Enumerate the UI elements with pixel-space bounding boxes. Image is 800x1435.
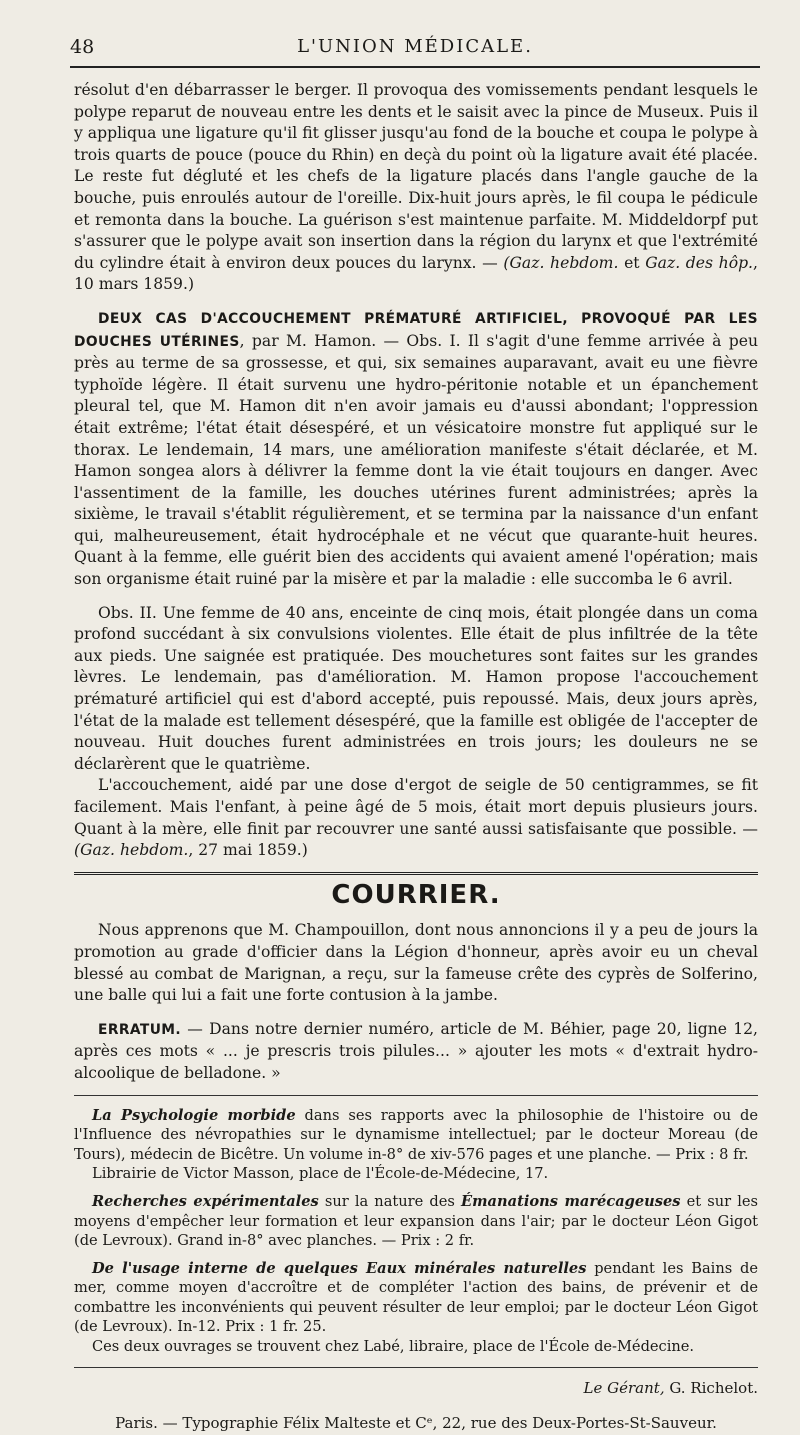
journal-title: L'UNION MÉDICALE. (297, 36, 533, 57)
section-divider (74, 872, 758, 875)
erratum-paragraph: ERRATUM. — Dans notre dernier numéro, article de M. Béhier, page 20, ligne 12, après ces mots « ... je prescris trois pilules... » ajouter les mots « d'extrait hydro-alcoolique de belladone. » (74, 1019, 758, 1082)
article-heading: DEUX CAS D'ACCOUCHEMENT PRÉMATURÉ ARTIFICIEL, PROVOQUÉ PAR LES DOUCHES UTÉRINES (74, 310, 758, 350)
running-header (70, 32, 760, 62)
page-number: 48 (70, 36, 95, 58)
page-body (74, 80, 758, 1435)
article-author: Hamon (314, 331, 372, 350)
article-conclusion: L'accouchement, aidé par une dose d'ergot de seigle de 50 centigrammes, se fit facilement. Mais l'enfant, à peine âgé de 5 mois, était mort depuis plusieurs jours. Quant à la mère, elle finit par recouvrer une santé aussi satisfaisante que possible. — (Gaz. hebdom., 27 mai 1859.) (74, 776, 758, 860)
footer-divider (74, 1367, 758, 1368)
book-notice: La Psychologie morbide dans ses rapports avec la philosophie de l'histoire ou de l'Influence des névropathies sur le dynamisme intellectuel; par le docteur Moreau (de Tours), médecin de Bicêtre. Un volume in-8° de xiv-576 pages et une planche. — Prix : 8 fr. (74, 1106, 758, 1163)
notices-divider (74, 1095, 758, 1096)
gerant-signature: Le Gérant, G. Richelot. (583, 1378, 758, 1397)
section-heading: COURRIER. (331, 879, 501, 910)
header-rule (70, 66, 760, 68)
book-notice: De l'usage interne de quelques Eaux minérales naturelles pendant les Bains de mer, comme moyen d'accroître et de compléter l'action des bains, de prévenir et de combattre les inconvénients qui peuvent résulter de leur emploi; par le docteur Léon Gigot (de Levroux). In-12. Prix : 1 fr. 25. (74, 1259, 758, 1336)
book-notice-publisher: Ces deux ouvrages se trouvent chez Labé, libraire, place de l'École de-Médecine. (92, 1338, 695, 1356)
article-obs-2: Obs. II. Une femme de 40 ans, enceinte de cinq mois, était plongée dans un coma profond succédant à six convulsions violentes. Elle était de plus infiltrée de la tête aux pieds. Une saignée est pratiquée. Des mouchetures sont faites sur les grandes lèvres. Le lendemain, pas d'amélioration. M. Hamon propose l'accouchement prématuré artificiel qui est d'abord accepté, puis repoussé. Mais, deux jours après, l'état de la malade est tellement désespéré, que la famille est obligée de l'accepter de nouveau. Huit douches furent administrées en trois jours; les douleurs ne se déclarèrent que le quatrième. (74, 603, 758, 773)
book-notice: Recherches expérimentales sur la nature des Émanations marécageuses et sur les moyens d'empêcher leur formation et leur expansion dans l'air; par le docteur Léon Gigot (de Levroux). Grand in-8° avec planches. — Prix : 2 fr. (74, 1192, 759, 1250)
courrier-paragraph: Nous apprenons que M. Champouillon, dont nous annoncions il y a peu de jours la promotion au grade d'officier dans la Légion d'honneur, après avoir eu un cheval blessé au combat de Marignan, a reçu, sur la fameuse crête des cyprès de Solferino, une balle qui lui a fait une forte contusion à la jambe. (74, 921, 758, 1005)
article-obs-1: DEUX CAS D'ACCOUCHEMENT PRÉMATURÉ ARTIFICIEL, PROVOQUÉ PAR LES DOUCHES UTÉRINES, par M. Hamon. — Obs. I. Il s'agit d'une femme arrivée à peu près au terme de sa grossesse, et qui, six semaines auparavant, avait eu une fièvre typhoïde légère. Il était survenu une hydro-péritonie notable et un épanchement pleural tel, que M. Hamon dit n'en avoir jamais eu d'aussi abondant; l'oppression était extrême; l'état était désespéré, et un vésicatoire monstre fut appliqué sur le thorax. Le lendemain, 14 mars, une amélioration manifeste s'était déclarée, et M. Hamon songea alors à délivrer la femme dont la vie était toujours en danger. Avec l'assentiment de la famille, les douches utérines furent administrées; après la sixième, le travail s'établit régulièrement, et se termina par la naissance d'un enfant qui, malheureusement, était hydrocéphale et ne vécut que quarante-huit heures. Quant à la femme, elle guérit bien des accidents qui avaient amené l'opération; mais son organisme était ruiné par la misère et par la maladie : elle succomba le 6 avril. (74, 310, 759, 589)
book-notice-publisher: Librairie de Victor Masson, place de l'École-de-Médecine, 17. (92, 1165, 549, 1183)
continued-paragraph: résolut d'en débarrasser le berger. Il provoqua des vomissements pendant lesquels le polype reparut de nouveau entre les dents et le saisit avec la pince de Museux. Puis il y appliqua une ligature qu'il fit glisser jusqu'au fond de la bouche et coupa le polype à trois quarts de pouce (pouce du Rhin) en deçà du point où la ligature avait été placée. Le reste fut dégluté et les chefs de la ligature placés dans l'angle gauche de la bouche, puis enroulés autour de l'oreille. Dix-huit jours après, le fil coupa le pédicule et remonta dans la bouche. La guérison s'est maintenue parfaite. M. Middeldorpf put s'assurer que le polype avait son insertion dans la région du larynx et que l'extrémité du cylindre était à environ deux pouces du larynx. — (Gaz. hebdom. et Gaz. des hôp., 10 mars 1859.) (74, 81, 758, 294)
printer-imprint: Paris. — Typographie Félix Malteste et Cᵉ, 22, rue des Deux-Portes-St-Sauveur. (115, 1414, 717, 1433)
